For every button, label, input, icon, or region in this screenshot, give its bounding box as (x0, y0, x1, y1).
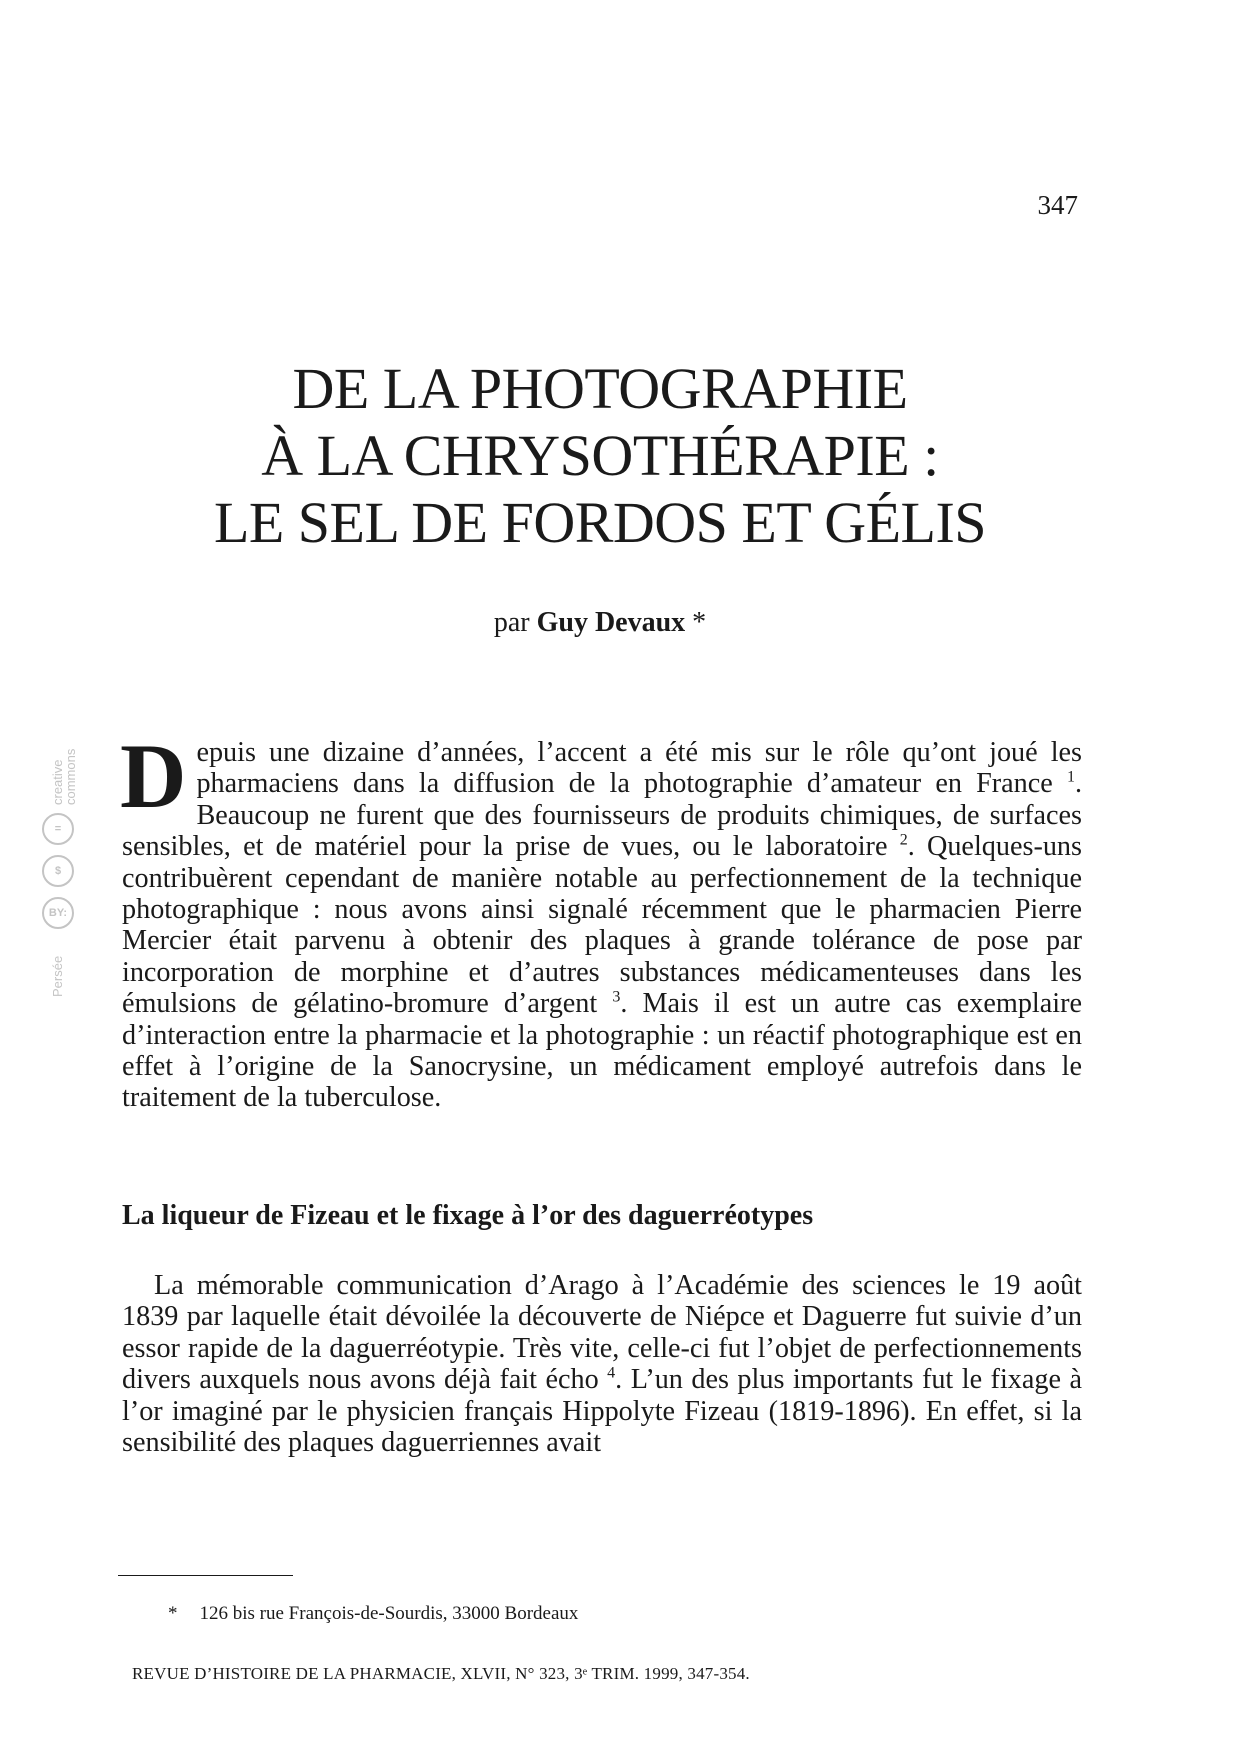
byline-prefix: par (493, 607, 530, 638)
title-line-1: DE LA PHOTOGRAPHIE (292, 356, 908, 421)
byline (0, 607, 1200, 639)
drop-cap: D (120, 725, 187, 827)
footnote-marker: * (168, 1603, 178, 1624)
para2-text-2: . L’un des plus importants fut le fixage à l’or imaginé par le physicien français Hippolyte Fizeau (1819-1896). En effet, si la sensibilité des plaques daguerriennes avait (122, 1364, 1082, 1459)
article-title (0, 355, 1200, 556)
intro-text-1: epuis une dizaine d’années, l’accent a été mis sur le rôle qu’ont joué les pharmaciens dans la diffusion de la photographie d’amateur en France (196, 737, 1082, 800)
author-footnote-marker: * (692, 607, 707, 638)
intro-paragraph (120, 725, 1082, 1114)
cc-brand-line-1: creative (50, 759, 65, 805)
cc-brand-line-2: commons (63, 748, 78, 805)
license-badge (38, 735, 78, 995)
intro-text-3: . Quelques-uns contribuèrent cependant de manière notable au perfectionnement de la technique photographique : nous avons ainsi signalé récemment que le pharmacien Pierre Mercier était parvenu à obtenir des plaques à grande tolérance de pose par incorporation de morphine et d’autres substances médicamenteuses dans les émulsions de gélatino-bromure d’argent (122, 831, 1082, 1020)
footnote-divider (118, 1575, 293, 1576)
para2-text-1: La mémorable communication d’Arago à l’Académie des sciences le 19 août 1839 par laquelle était dévoilée la découverte de Niépce et Daguerre fut suivie d’un essor rapide de la daguerréotypie. Très vite, celle-ci fut l’objet de perfectionnements divers auxquels nous avons déjà fait écho (122, 1270, 1082, 1396)
by-icon: BY: (42, 897, 74, 929)
footnote-ref-4: 4 (607, 1364, 616, 1382)
author-name: Guy Devaux (536, 607, 686, 638)
persee-label: Persée (50, 955, 65, 997)
footnote-text: 126 bis rue François-de-Sourdis, 33000 Bordeaux (199, 1603, 579, 1624)
footnote-ref-3: 3 (612, 988, 621, 1006)
title-line-2: À LA CHRYSOTHÉRAPIE : (261, 423, 939, 488)
section-heading: La liqueur de Fizeau et le fixage à l’or des daguerréotypes (122, 1200, 814, 1231)
title-line-3: LE SEL DE FORDOS ET GÉLIS (213, 490, 987, 555)
nd-icon: = (42, 813, 74, 845)
journal-reference: REVUE D’HISTOIRE DE LA PHARMACIE, XLVII, N° 323, 3ᵉ TRIM. 1999, 347-354. (132, 1664, 750, 1683)
body-paragraph (122, 1270, 1082, 1458)
intro-text-4: . Mais il est un autre cas exemplaire d’interaction entre la pharmacie et la photographie : un réactif photographique est en effet à l’origine de la Sanocrysine, un médicament employé autrefois dans le traitement de la tuberculose. (122, 988, 1082, 1114)
footnote-ref-2: 2 (899, 831, 908, 849)
footnote (168, 1603, 578, 1625)
nc-icon: $ (42, 855, 74, 887)
intro-text-2: . Beaucoup ne furent que des fournisseurs de produits chimiques, de surfaces sensibles, et de matériel pour la prise de vues, ou le laboratoire (122, 768, 1082, 863)
page-number: 347 (1037, 190, 1078, 220)
footnote-ref-1: 1 (1066, 769, 1075, 787)
